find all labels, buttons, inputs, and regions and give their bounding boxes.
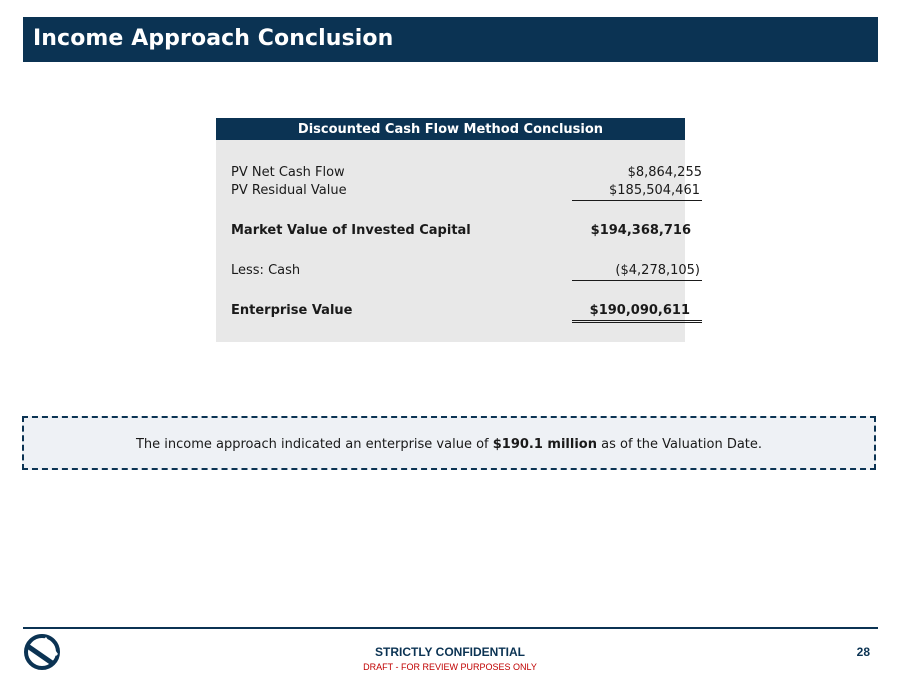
- note-highlight: $190.1 million: [492, 437, 597, 452]
- table-row: [231, 222, 690, 240]
- confidential-label: STRICTLY CONFIDENTIAL: [374, 645, 525, 659]
- table-row: [231, 164, 702, 182]
- row-value: $8,864,255: [627, 165, 702, 180]
- company-logo-icon: [22, 632, 62, 672]
- row-label: Less: Cash: [231, 263, 301, 278]
- note-prefix: The income approach indicated an enterprise value of: [135, 437, 493, 452]
- row-value: $190,090,611: [572, 302, 702, 323]
- table-row: [231, 262, 700, 280]
- row-value: $185,504,461: [572, 182, 702, 201]
- note-text: [24, 437, 874, 452]
- row-label: PV Residual Value: [231, 183, 347, 198]
- row-label: Enterprise Value: [231, 303, 353, 318]
- page-title: Income Approach Conclusion: [33, 26, 394, 51]
- dcf-conclusion-table: [216, 118, 702, 342]
- page-number: 28: [856, 645, 870, 659]
- table-row: [231, 182, 700, 200]
- title-bar: [23, 17, 878, 62]
- dcf-table-heading: Discounted Cash Flow Method Conclusion: [216, 118, 685, 140]
- footer-divider: [23, 627, 878, 629]
- draft-notice: DRAFT - FOR REVIEW PURPOSES ONLY: [363, 662, 537, 672]
- table-row: [231, 302, 690, 320]
- note-suffix: as of the Valuation Date.: [596, 437, 763, 452]
- row-value: ($4,278,105): [572, 262, 702, 281]
- row-label: PV Net Cash Flow: [231, 165, 345, 180]
- row-value: $194,368,716: [590, 223, 691, 238]
- row-label: Market Value of Invested Capital: [231, 223, 471, 238]
- conclusion-note: [22, 416, 876, 470]
